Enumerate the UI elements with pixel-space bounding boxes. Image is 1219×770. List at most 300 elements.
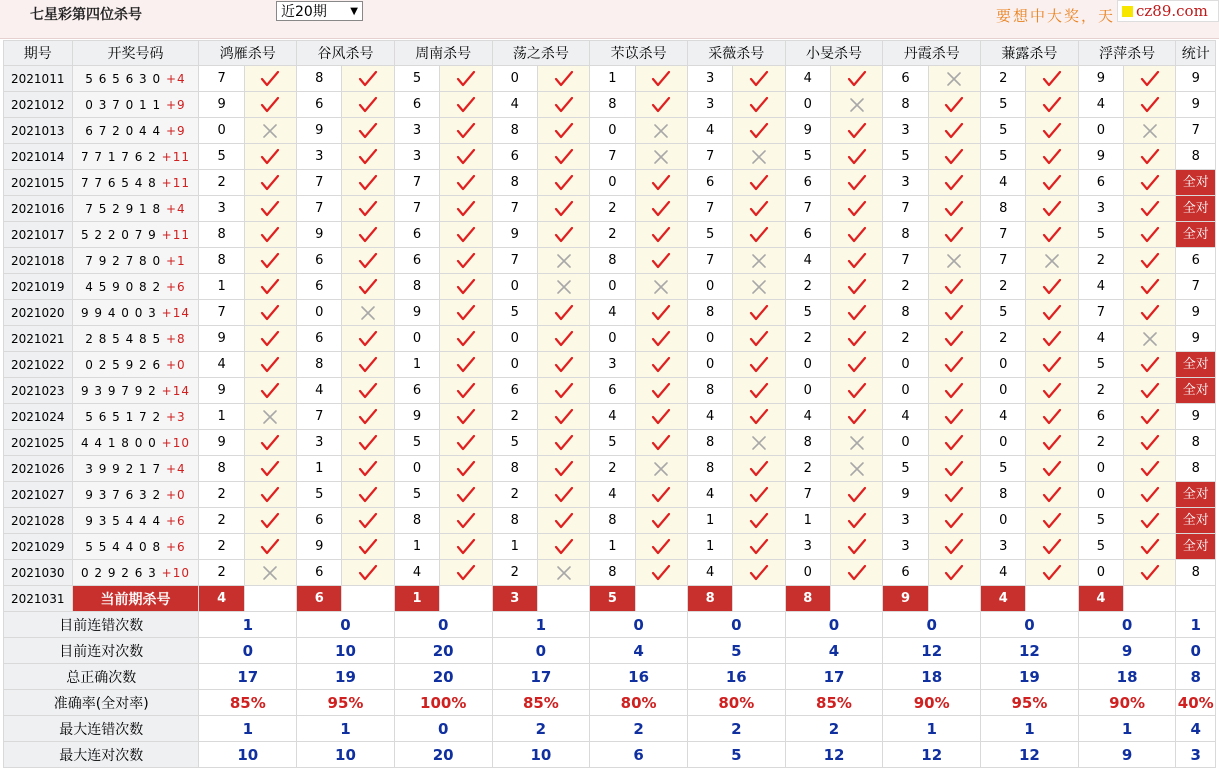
check-icon (1124, 222, 1176, 248)
summary-value: 2 (687, 716, 785, 742)
stat-cell: 9 (1176, 300, 1216, 326)
kill-number-cell: 4 (1078, 274, 1123, 300)
kill-number-cell: 4 (1078, 326, 1123, 352)
check-icon (342, 196, 394, 222)
kill-number-cell: 4 (981, 170, 1026, 196)
summary-value: 1 (981, 716, 1079, 742)
period-range-select[interactable] (276, 1, 363, 21)
kill-number-cell: 8 (199, 248, 244, 274)
check-icon (440, 534, 492, 560)
check-icon (537, 222, 589, 248)
draw-numbers-cell (72, 274, 199, 300)
kill-number-cell: 6 (590, 378, 635, 404)
check-icon (830, 170, 882, 196)
draw-sum: +11 (161, 175, 190, 190)
summary-value: 2 (785, 716, 883, 742)
check-icon (1026, 170, 1078, 196)
summary-value: 16 (590, 664, 688, 690)
period-cell: 2021015 (4, 170, 73, 196)
logo-square-icon (1122, 6, 1133, 17)
kill-number-cell: 2 (590, 456, 635, 482)
table-row (4, 404, 1216, 430)
col-expert[interactable]: 谷风杀号 (297, 41, 395, 66)
kill-number-cell: 7 (785, 196, 830, 222)
cross-icon (830, 430, 882, 456)
kill-number-cell: 4 (687, 560, 732, 586)
check-icon (928, 326, 980, 352)
kill-number-cell: 7 (785, 482, 830, 508)
kill-number-cell: 2 (1078, 430, 1123, 456)
kill-number-cell: 2 (981, 66, 1026, 92)
kill-number-cell: 0 (785, 378, 830, 404)
check-icon (244, 92, 296, 118)
draw-numbers-cell (72, 92, 199, 118)
check-icon (830, 274, 882, 300)
summary-value: 9 (1078, 742, 1176, 768)
check-icon (244, 430, 296, 456)
check-icon (342, 482, 394, 508)
summary-value: 90% (1078, 690, 1176, 716)
kill-number-cell: 7 (199, 300, 244, 326)
period-cell: 2021018 (4, 248, 73, 274)
kill-number-cell: 5 (981, 144, 1026, 170)
check-icon (440, 404, 492, 430)
check-icon (1124, 404, 1176, 430)
check-icon (244, 248, 296, 274)
stat-cell (1176, 170, 1216, 196)
site-logo[interactable] (1117, 0, 1219, 22)
kill-number-cell: 6 (297, 560, 342, 586)
draw-numbers: 9 3 7 6 3 2 (85, 487, 162, 502)
draw-numbers: 7 9 2 7 8 0 (85, 253, 162, 268)
kill-number-cell: 1 (687, 508, 732, 534)
kill-number-cell: 0 (785, 352, 830, 378)
col-expert[interactable]: 芣苡杀号 (590, 41, 688, 66)
check-icon (733, 66, 785, 92)
kill-number-cell: 9 (883, 482, 928, 508)
all-correct-badge: 全对 (1176, 170, 1215, 195)
kill-number-cell: 1 (297, 456, 342, 482)
kill-number-cell: 0 (492, 326, 537, 352)
table-row (4, 300, 1216, 326)
summary-value: 12 (981, 742, 1079, 768)
col-expert[interactable]: 荡之杀号 (492, 41, 590, 66)
cross-icon (244, 118, 296, 144)
check-icon (928, 534, 980, 560)
kill-number-cell: 5 (1078, 534, 1123, 560)
kill-number-cell: 8 (590, 508, 635, 534)
kill-number-cell: 6 (297, 248, 342, 274)
draw-numbers: 7 7 6 5 4 8 (80, 175, 157, 190)
stat-cell: 9 (1176, 326, 1216, 352)
summary-value: 17 (785, 664, 883, 690)
summary-label: 最大连对次数 (4, 742, 199, 768)
kill-number-cell: 6 (492, 144, 537, 170)
check-icon (342, 248, 394, 274)
cross-icon (244, 404, 296, 430)
table-row (4, 352, 1216, 378)
kill-number-cell: 5 (1078, 508, 1123, 534)
check-icon (733, 456, 785, 482)
cross-icon (830, 92, 882, 118)
draw-numbers: 0 2 5 9 2 6 (85, 357, 162, 372)
kill-number-cell: 8 (297, 66, 342, 92)
check-icon (244, 482, 296, 508)
kill-number-cell: 4 (297, 378, 342, 404)
all-correct-badge: 全对 (1176, 196, 1215, 221)
draw-numbers: 5 6 5 1 7 2 (85, 409, 162, 424)
stat-cell (1176, 508, 1216, 534)
summary-value: 0 (785, 612, 883, 638)
draw-sum: +14 (161, 383, 190, 398)
kill-number-cell: 7 (590, 144, 635, 170)
kill-number-cell: 4 (687, 118, 732, 144)
draw-sum: +0 (165, 487, 186, 502)
kill-number-cell: 3 (297, 430, 342, 456)
check-icon (440, 274, 492, 300)
check-icon (537, 170, 589, 196)
summary-value: 19 (981, 664, 1079, 690)
stat-cell: 8 (1176, 430, 1216, 456)
draw-numbers: 5 2 2 0 7 9 (80, 227, 157, 242)
kill-number-cell: 8 (394, 508, 439, 534)
kill-number-cell: 0 (1078, 118, 1123, 144)
kill-number-cell: 8 (492, 508, 537, 534)
check-icon (342, 92, 394, 118)
check-icon (342, 274, 394, 300)
check-icon (928, 378, 980, 404)
check-icon (244, 66, 296, 92)
check-icon (635, 222, 687, 248)
draw-numbers: 0 2 9 2 6 3 (80, 565, 157, 580)
kill-number-cell: 7 (492, 248, 537, 274)
table-row (4, 430, 1216, 456)
kill-number-cell: 8 (590, 560, 635, 586)
header-row (4, 41, 1216, 66)
summary-value: 10 (492, 742, 590, 768)
kill-number-cell: 6 (394, 92, 439, 118)
kill-number-cell: 6 (297, 92, 342, 118)
period-cell: 2021023 (4, 378, 73, 404)
period-cell: 2021025 (4, 430, 73, 456)
cross-icon (537, 274, 589, 300)
summary-value: 19 (297, 664, 395, 690)
draw-sum: +6 (165, 279, 186, 294)
check-icon (537, 326, 589, 352)
kill-number-cell: 3 (785, 534, 830, 560)
summary-value: 12 (981, 638, 1079, 664)
kill-number-cell: 2 (1078, 378, 1123, 404)
check-icon (537, 92, 589, 118)
check-icon (1124, 274, 1176, 300)
kill-number-cell: 5 (883, 144, 928, 170)
kill-number-cell: 1 (492, 534, 537, 560)
check-icon (537, 508, 589, 534)
kill-number-cell: 9 (199, 430, 244, 456)
current-kill-number: 4 (981, 586, 1026, 612)
kill-number-cell: 9 (297, 222, 342, 248)
summary-row (4, 742, 1216, 768)
period-cell: 2021027 (4, 482, 73, 508)
kill-number-cell: 5 (981, 456, 1026, 482)
draw-numbers-cell (72, 352, 199, 378)
table-row (4, 456, 1216, 482)
kill-number-cell: 5 (785, 144, 830, 170)
kill-number-cell: 9 (297, 118, 342, 144)
kill-number-cell: 0 (1078, 560, 1123, 586)
kill-number-cell: 9 (394, 404, 439, 430)
all-correct-badge: 全对 (1176, 352, 1215, 377)
check-icon (440, 378, 492, 404)
current-period-cell: 2021031 (4, 586, 73, 612)
summary-value: 18 (883, 664, 981, 690)
summary-row (4, 690, 1216, 716)
kill-number-cell: 2 (199, 508, 244, 534)
period-cell: 2021013 (4, 118, 73, 144)
check-icon (928, 560, 980, 586)
check-icon (830, 326, 882, 352)
check-icon (537, 482, 589, 508)
check-icon (830, 482, 882, 508)
col-period: 期号 (4, 41, 73, 66)
current-kill-number: 5 (590, 586, 635, 612)
col-expert[interactable]: 蒹露杀号 (981, 41, 1079, 66)
check-icon (635, 378, 687, 404)
period-range-value: 近20期 (281, 4, 327, 20)
check-icon (1026, 378, 1078, 404)
chevron-down-icon: ▼ (350, 6, 358, 17)
check-icon (440, 144, 492, 170)
summary-stat: 40% (1176, 690, 1216, 716)
cross-icon (830, 456, 882, 482)
col-expert[interactable]: 浮萍杀号 (1078, 41, 1176, 66)
cross-icon (537, 560, 589, 586)
kill-number-cell: 0 (590, 118, 635, 144)
stat-cell: 6 (1176, 248, 1216, 274)
cross-icon (244, 560, 296, 586)
period-cell: 2021029 (4, 534, 73, 560)
current-empty-cell (1026, 586, 1078, 612)
current-stat-cell (1176, 586, 1216, 612)
stat-cell (1176, 352, 1216, 378)
kill-number-cell: 0 (883, 430, 928, 456)
all-correct-badge: 全对 (1176, 222, 1215, 247)
stat-cell: 8 (1176, 144, 1216, 170)
check-icon (1124, 482, 1176, 508)
kill-number-cell: 4 (785, 248, 830, 274)
draw-sum: +8 (165, 331, 186, 346)
table-row (4, 482, 1216, 508)
check-icon (928, 482, 980, 508)
col-expert[interactable]: 鸿雁杀号 (199, 41, 297, 66)
summary-value: 10 (297, 638, 395, 664)
draw-numbers-cell (72, 170, 199, 196)
check-icon (440, 170, 492, 196)
kill-number-cell: 8 (785, 430, 830, 456)
kill-number-cell: 3 (883, 508, 928, 534)
summary-value: 20 (394, 742, 492, 768)
check-icon (440, 560, 492, 586)
check-icon (928, 508, 980, 534)
kill-number-cell: 9 (1078, 66, 1123, 92)
col-expert[interactable]: 周南杀号 (394, 41, 492, 66)
cross-icon (537, 248, 589, 274)
table-row (4, 92, 1216, 118)
kill-number-cell: 5 (394, 66, 439, 92)
kill-number-cell: 0 (1078, 456, 1123, 482)
stat-cell (1176, 222, 1216, 248)
summary-row (4, 716, 1216, 742)
current-empty-cell (928, 586, 980, 612)
kill-number-cell: 8 (687, 456, 732, 482)
check-icon (1026, 482, 1078, 508)
check-icon (928, 430, 980, 456)
draw-sum: +11 (161, 149, 190, 164)
kill-number-cell: 7 (883, 196, 928, 222)
draw-numbers-cell (72, 456, 199, 482)
check-icon (342, 222, 394, 248)
kill-number-cell: 4 (590, 482, 635, 508)
draw-sum: +9 (165, 123, 186, 138)
check-icon (733, 326, 785, 352)
current-empty-cell (830, 586, 882, 612)
summary-value: 95% (981, 690, 1079, 716)
check-icon (635, 560, 687, 586)
kill-number-cell: 7 (687, 248, 732, 274)
kill-number-cell: 4 (981, 404, 1026, 430)
kill-number-cell: 2 (199, 170, 244, 196)
cross-icon (928, 66, 980, 92)
check-icon (1026, 404, 1078, 430)
check-icon (733, 170, 785, 196)
check-icon (537, 196, 589, 222)
kill-number-cell: 3 (297, 144, 342, 170)
kill-number-cell: 5 (785, 300, 830, 326)
summary-stat: 8 (1176, 664, 1216, 690)
check-icon (928, 92, 980, 118)
draw-numbers: 5 6 5 6 3 0 (85, 71, 162, 86)
kill-number-cell: 0 (883, 352, 928, 378)
kill-number-cell: 6 (394, 378, 439, 404)
check-icon (928, 170, 980, 196)
check-icon (244, 534, 296, 560)
kill-number-cell: 8 (883, 300, 928, 326)
check-icon (830, 248, 882, 274)
check-icon (537, 300, 589, 326)
kill-number-cell: 1 (590, 534, 635, 560)
draw-sum: +1 (165, 253, 186, 268)
check-icon (928, 404, 980, 430)
kill-number-cell: 4 (199, 352, 244, 378)
check-icon (342, 430, 394, 456)
draw-sum: +11 (161, 227, 190, 242)
kill-number-cell: 9 (1078, 144, 1123, 170)
check-icon (440, 482, 492, 508)
summary-value: 85% (199, 690, 297, 716)
summary-value: 90% (883, 690, 981, 716)
check-icon (830, 378, 882, 404)
check-icon (830, 118, 882, 144)
stat-cell: 9 (1176, 66, 1216, 92)
summary-value: 0 (590, 612, 688, 638)
check-icon (635, 404, 687, 430)
check-icon (733, 196, 785, 222)
check-icon (1026, 92, 1078, 118)
draw-numbers-cell (72, 222, 199, 248)
kill-number-cell: 4 (1078, 92, 1123, 118)
kill-number-cell: 3 (687, 66, 732, 92)
col-expert[interactable]: 小旻杀号 (785, 41, 883, 66)
check-icon (830, 196, 882, 222)
check-icon (733, 378, 785, 404)
check-icon (1124, 300, 1176, 326)
kill-number-cell: 8 (687, 300, 732, 326)
kill-number-cell: 0 (590, 170, 635, 196)
kill-number-cell: 7 (297, 196, 342, 222)
check-icon (1124, 248, 1176, 274)
draw-numbers: 4 4 1 8 0 0 (80, 435, 157, 450)
kill-number-cell: 5 (590, 430, 635, 456)
col-expert[interactable]: 采薇杀号 (687, 41, 785, 66)
col-expert[interactable]: 丹霞杀号 (883, 41, 981, 66)
table-row (4, 248, 1216, 274)
check-icon (342, 378, 394, 404)
kill-number-cell: 8 (297, 352, 342, 378)
kill-number-cell: 2 (492, 560, 537, 586)
kill-number-cell: 5 (981, 300, 1026, 326)
kill-number-cell: 5 (394, 482, 439, 508)
check-icon (733, 404, 785, 430)
check-icon (733, 352, 785, 378)
check-icon (1026, 560, 1078, 586)
draw-sum: +10 (161, 565, 190, 580)
kill-number-cell: 0 (590, 274, 635, 300)
kill-number-cell: 7 (394, 196, 439, 222)
draw-sum: +6 (165, 513, 186, 528)
kill-number-cell: 8 (687, 430, 732, 456)
kill-number-cell: 0 (785, 92, 830, 118)
table-row (4, 534, 1216, 560)
kill-number-cell: 2 (492, 404, 537, 430)
check-icon (830, 222, 882, 248)
current-period-row (4, 586, 1216, 612)
current-empty-cell (342, 586, 394, 612)
check-icon (635, 430, 687, 456)
check-icon (440, 326, 492, 352)
draw-numbers-cell (72, 66, 199, 92)
period-cell: 2021024 (4, 404, 73, 430)
summary-value: 0 (492, 638, 590, 664)
check-icon (830, 404, 882, 430)
check-icon (440, 300, 492, 326)
check-icon (928, 300, 980, 326)
kill-number-cell: 2 (883, 326, 928, 352)
kill-number-cell: 6 (394, 248, 439, 274)
check-icon (342, 560, 394, 586)
check-icon (342, 456, 394, 482)
check-icon (928, 456, 980, 482)
kill-number-table (3, 40, 1216, 768)
col-stat: 统计 (1176, 41, 1216, 66)
check-icon (1124, 560, 1176, 586)
summary-value: 0 (394, 716, 492, 742)
kill-number-cell: 5 (981, 118, 1026, 144)
check-icon (244, 222, 296, 248)
draw-numbers: 5 5 4 4 0 8 (85, 539, 162, 554)
period-cell: 2021017 (4, 222, 73, 248)
promo-text[interactable]: 要想中大奖，天 (996, 7, 1116, 25)
kill-number-cell: 4 (883, 404, 928, 430)
